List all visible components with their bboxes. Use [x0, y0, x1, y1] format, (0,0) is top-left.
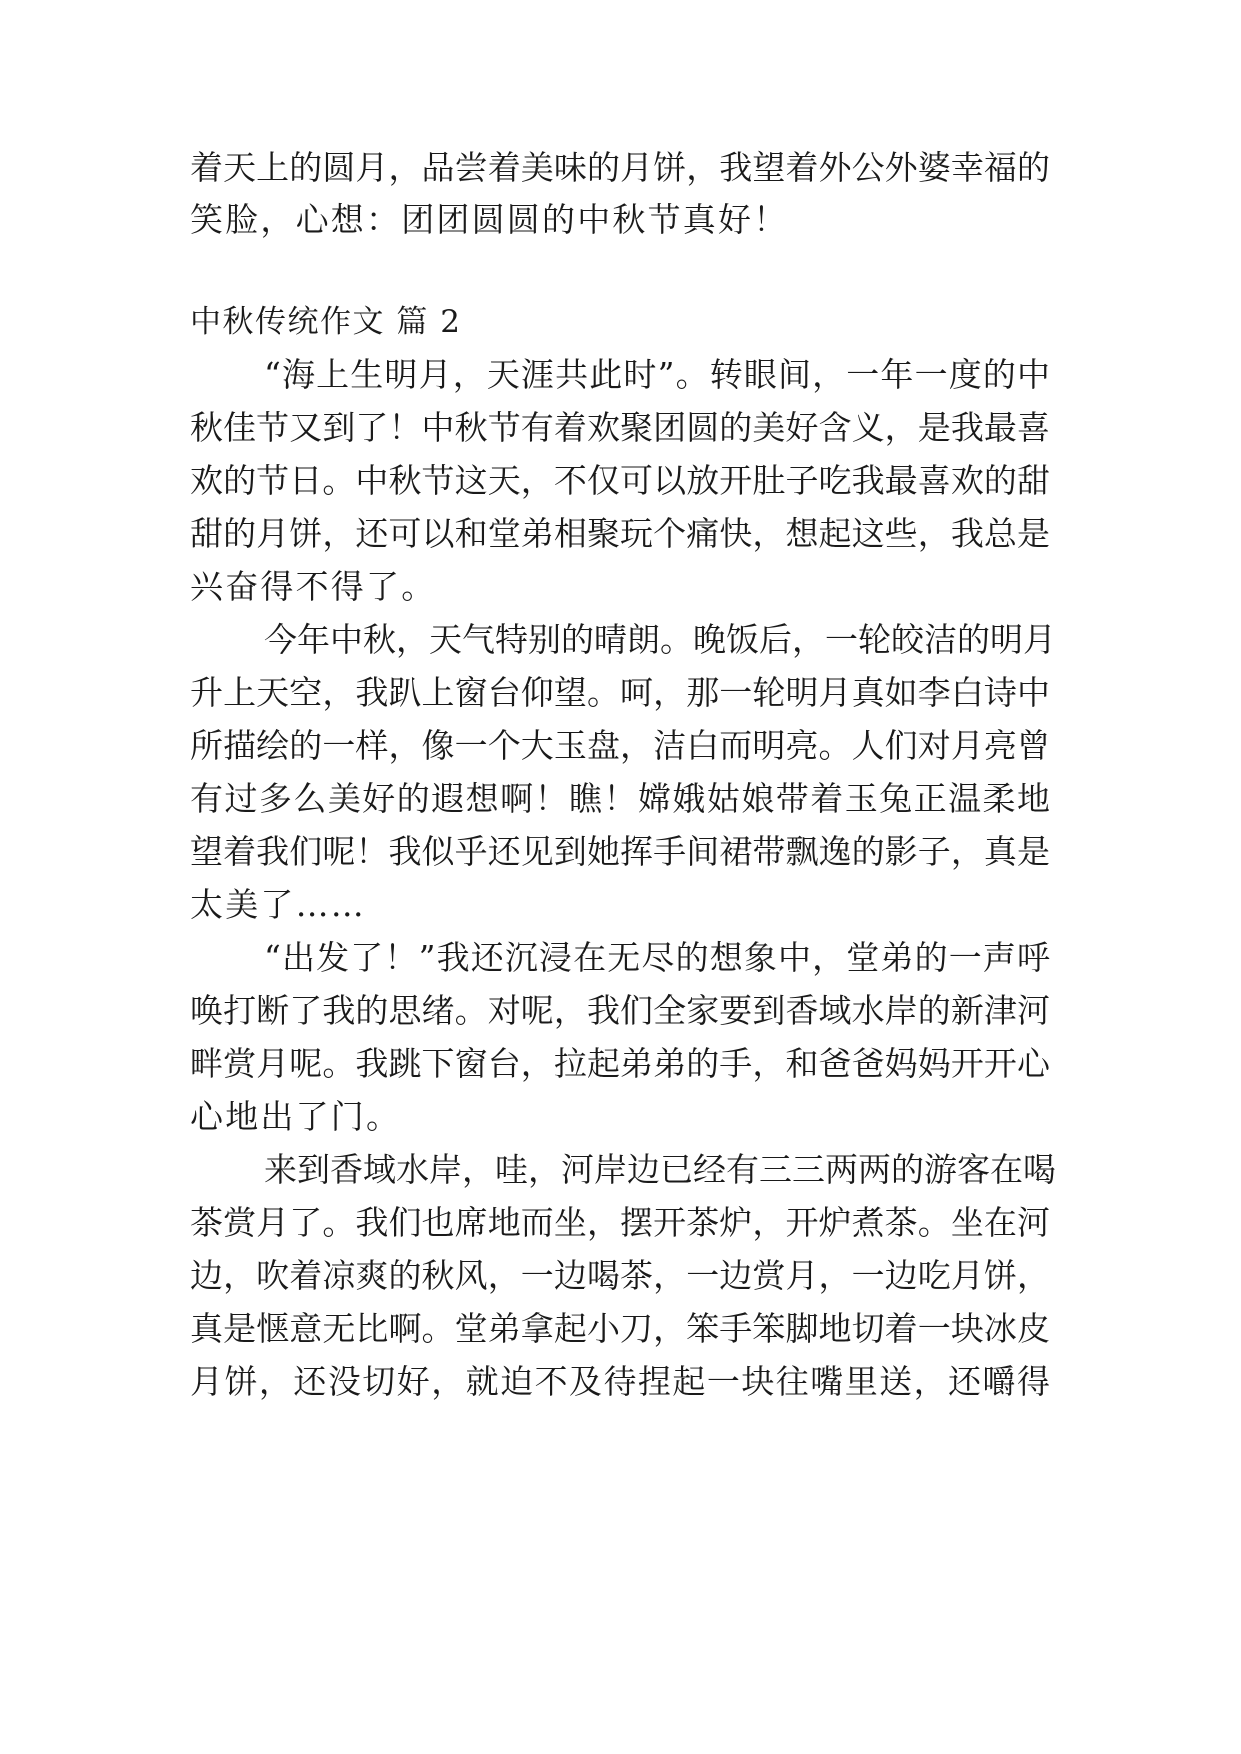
text-line: 升上天空，我趴上窗台仰望。呵，那一轮明月真如李白诗中	[190, 673, 1050, 712]
text-line: 欢的节日。中秋节这天，不仅可以放开肚子吃我最喜欢的甜	[190, 461, 1050, 500]
text-line: 有过多么美好的遐想啊！瞧！嫦娥姑娘带着玉兔正温柔地	[190, 779, 1050, 818]
text-line: 心地出了门。	[190, 1097, 402, 1136]
text-line: 太美了……	[190, 885, 366, 924]
text-line: 所描绘的一样，像一个大玉盘，洁白而明亮。人们对月亮曾	[190, 726, 1050, 765]
text-line: 月饼，还没切好，就迫不及待捏起一块往嘴里送，还嚼得	[190, 1362, 1050, 1401]
text-line: 唤打断了我的思绪。对呢，我们全家要到香域水岸的新津河	[190, 991, 1050, 1030]
text-line: “海上生明月，天涯共此时”。转眼间，一年一度的中	[264, 355, 1050, 394]
section-heading: 中秋传统作文 篇 2	[190, 304, 462, 340]
text-line: 边，吹着凉爽的秋风，一边喝茶，一边赏月，一边吃月饼，	[190, 1256, 1050, 1295]
text-line: 着天上的圆月，品尝着美味的月饼，我望着外公外婆幸福的	[190, 148, 1050, 187]
text-line: 真是惬意无比啊。堂弟拿起小刀，笨手笨脚地切着一块冰皮	[190, 1309, 1050, 1348]
text-line: 茶赏月了。我们也席地而坐，摆开茶炉，开炉煮茶。坐在河	[190, 1203, 1050, 1242]
text-line: “出发了！”我还沉浸在无尽的想象中，堂弟的一声呼	[264, 938, 1050, 977]
text-line: 今年中秋，天气特别的晴朗。晚饭后，一轮皎洁的明月	[264, 620, 1056, 659]
text-line: 兴奋得不得了。	[190, 567, 437, 606]
text-line: 甜的月饼，还可以和堂弟相聚玩个痛快，想起这些，我总是	[190, 514, 1050, 553]
text-line: 畔赏月呢。我跳下窗台，拉起弟弟的手，和爸爸妈妈开开心	[190, 1044, 1050, 1083]
text-line: 望着我们呢！我似乎还见到她挥手间裙带飘逸的影子，真是	[190, 832, 1050, 871]
text-line: 笑脸，心想：团团圆圆的中秋节真好！	[190, 200, 789, 239]
text-line: 秋佳节又到了！中秋节有着欢聚团圆的美好含义，是我最喜	[190, 408, 1050, 447]
text-line: 来到香域水岸，哇，河岸边已经有三三两两的游客在喝	[264, 1150, 1056, 1189]
